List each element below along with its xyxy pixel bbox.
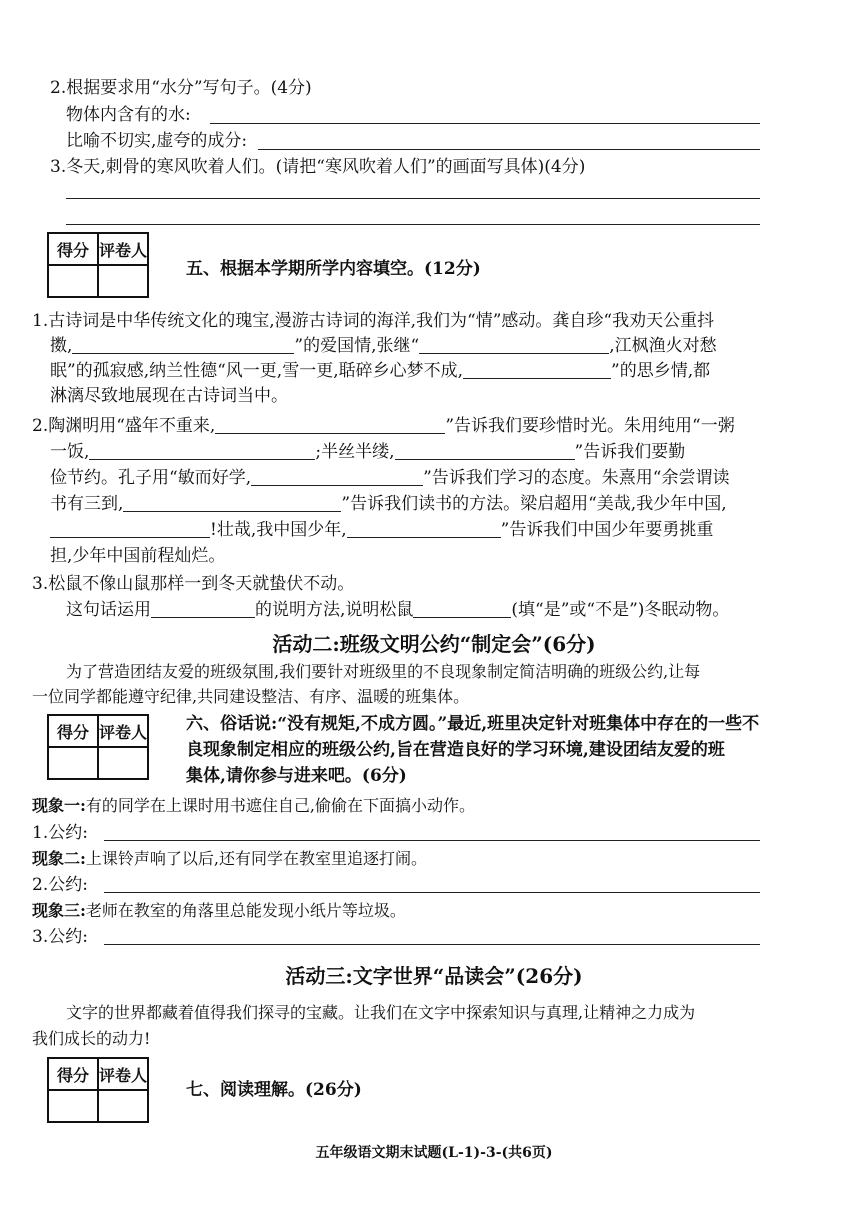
q2-prompt-b: 比喻不切实,虚夸的成分: (66, 131, 248, 151)
score-label: 得分 (48, 1058, 98, 1090)
rule-3-label: 3.公约: (32, 927, 88, 947)
sec6-title-2: 良现象制定相应的班级公约,旨在营造良好的学习环境,建设团结友爱的班 (186, 740, 725, 760)
q3-answer-line-1[interactable] (66, 198, 760, 199)
score-box-5 (47, 232, 149, 298)
blank-7[interactable] (251, 468, 423, 486)
sec5-p3-line1: 3.松鼠不像山鼠那样一到冬天就蛰伏不动。 (32, 574, 355, 594)
q2-answer-line-b[interactable] (258, 149, 760, 150)
sec6-title-1: 六、俗话说:“没有规矩,不成方圆。”最近,班里决定针对班集体中存在的一些不 (186, 714, 760, 734)
phenomenon-2: 现象二:上课铃声响了以后,还有同学在教室里追逐打闹。 (32, 849, 428, 868)
blank-8[interactable] (123, 494, 341, 512)
score-cell (48, 747, 98, 779)
q2-title: 2.根据要求用“水分”写句子。(4分) (50, 78, 312, 98)
grader-cell (98, 1090, 148, 1122)
activity3-intro-2: 我们成长的动力! (32, 1029, 151, 1048)
score-label: 得分 (48, 233, 98, 265)
score-label: 得分 (48, 715, 98, 747)
q2-answer-line-a[interactable] (210, 123, 760, 124)
score-cell (48, 265, 98, 297)
blank-6[interactable] (395, 442, 575, 460)
sec5-p2-line2: 一饭, ;半丝半缕, ”告诉我们要勤 (50, 442, 686, 462)
page-footer: 五年级语文期末试题(L-1)-3-(共6页) (315, 1145, 553, 1161)
sec7-title: 七、阅读理解。(26分) (186, 1080, 362, 1100)
sec5-p1-line3: 眠”的孤寂感,纳兰性德“风一更,雪一更,聒碎乡心梦不成, ”的思乡情,都 (50, 361, 711, 381)
grader-label: 评卷人 (98, 715, 148, 747)
rule-2-label: 2.公约: (32, 875, 88, 895)
activity3-title: 活动三:文字世界“品读会”(26分) (285, 964, 583, 988)
sec5-p1-line4: 淋漓尽致地展现在古诗词当中。 (50, 386, 288, 406)
sec5-p2-line4: 书有三到, ”告诉我们读书的方法。梁启超用“美哉,我少年中国, (50, 494, 727, 514)
grader-label: 评卷人 (98, 233, 148, 265)
blank-4[interactable] (215, 416, 445, 434)
q3-title: 3.冬天,刺骨的寒风吹着人们。(请把“寒风吹着人们”的画面写具体)(4分) (50, 157, 586, 177)
blank-5[interactable] (89, 442, 315, 460)
grader-cell (98, 265, 148, 297)
score-box-7 (47, 1057, 149, 1123)
sec5-p1-line1: 1.古诗词是中华传统文化的瑰宝,漫游古诗词的海洋,我们为“情”感动。龚自珍“我劝天公重抖 (32, 311, 715, 331)
sec5-p2-line6: 担,少年中国前程灿烂。 (50, 546, 226, 566)
blank-3[interactable] (463, 361, 611, 379)
score-cell (48, 1090, 98, 1122)
q3-answer-line-2[interactable] (66, 224, 760, 225)
sec5-p2-line1: 2.陶渊明用“盛年不重来, ”告诉我们要珍惜时光。朱用纯用“一粥 (32, 416, 735, 436)
score-box-6 (47, 714, 149, 780)
grader-cell (98, 747, 148, 779)
blank-11[interactable] (151, 600, 255, 618)
rule-1-answer-line[interactable] (104, 840, 760, 841)
sec5-p3-line2: 这句话运用 的说明方法,说明松鼠 (填“是”或“不是”)冬眠动物。 (66, 600, 730, 620)
blank-1[interactable] (72, 336, 294, 354)
activity2-title: 活动二:班级文明公约“制定会”(6分) (272, 632, 596, 656)
sec5-p2-line3: 俭节约。孔子用“敏而好学, ”告诉我们学习的态度。朱熹用“余尝谓读 (50, 468, 730, 488)
blank-10[interactable] (347, 520, 501, 538)
q2-prompt-a: 物体内含有的水: (66, 105, 191, 125)
grader-label: 评卷人 (98, 1058, 148, 1090)
activity2-intro-1: 为了营造团结友爱的班级氛围,我们要针对班级里的不良现象制定简洁明确的班级公约,让每 (66, 662, 701, 681)
sec6-title-3: 集体,请你参与进来吧。(6分) (186, 766, 407, 786)
activity3-intro-1: 文字的世界都藏着值得我们探寻的宝藏。让我们在文字中探索知识与真理,让精神之力成为 (66, 1003, 696, 1022)
rule-3-answer-line[interactable] (104, 944, 760, 945)
sec5-p1-line2: 擞, ”的爱国情,张继“ ,江枫渔火对愁 (50, 336, 717, 356)
blank-2[interactable] (419, 336, 609, 354)
rule-1-label: 1.公约: (32, 823, 88, 843)
rule-2-answer-line[interactable] (104, 892, 760, 893)
blank-12[interactable] (413, 600, 511, 618)
phenomenon-1: 现象一:有的同学在上课时用书遮住自己,偷偷在下面搞小动作。 (32, 796, 476, 815)
activity2-intro-2: 一位同学都能遵守纪律,共同建设整洁、有序、温暖的班集体。 (32, 687, 470, 706)
blank-9[interactable] (50, 520, 210, 538)
sec5-p2-line5: !壮哉,我中国少年, ”告诉我们中国少年要勇挑重 (50, 519, 713, 541)
phenomenon-3: 现象三:老师在教室的角落里总能发现小纸片等垃圾。 (32, 901, 406, 920)
sec5-title: 五、根据本学期所学内容填空。(12分) (186, 259, 481, 279)
